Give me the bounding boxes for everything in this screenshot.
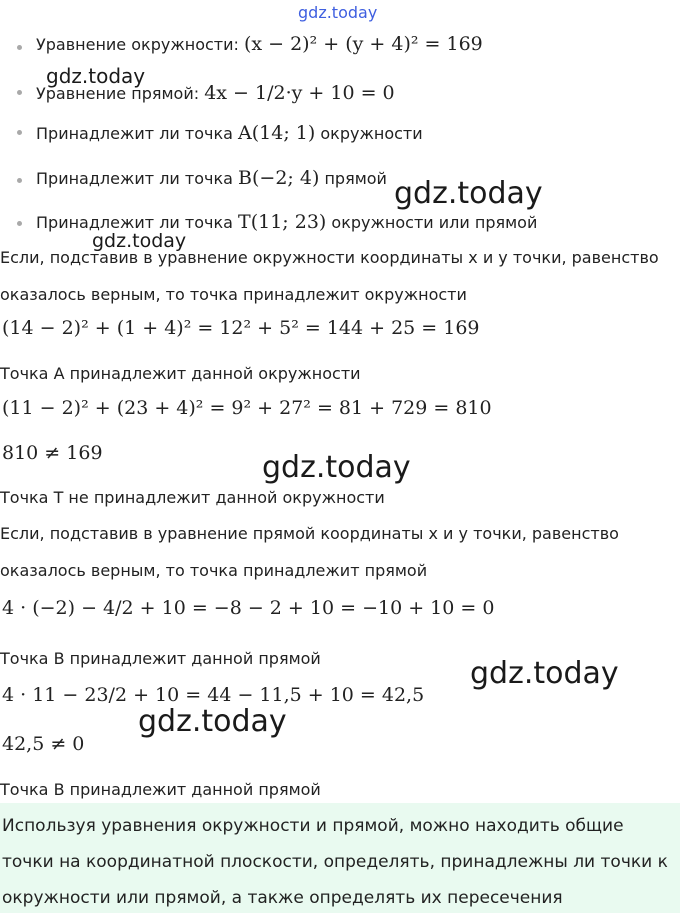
result-point-t-line: Точка B принадлежит данной прямой [0,780,321,799]
watermark-text: gdz.today [298,3,378,22]
circle-rule-line-2: оказалось верным, то точка принадлежит окружности [0,285,467,304]
watermark-text: gdz.today [46,64,146,88]
given-line-equation [36,82,395,105]
conclusion-line-3: окружности или прямой, а также определять их пересечения [2,888,563,908]
given-circle-equation [36,33,483,56]
equation-point-b: 4 · (−2) − 4/2 + 10 = −8 − 2 + 10 = −10 + 10 = 0 [2,597,495,619]
question-point-b [36,167,387,190]
result-point-a: Точка A принадлежит данной окружности [0,364,361,383]
bullet-dot-icon [17,221,22,226]
conclusion-callout [0,803,680,913]
watermark-text: gdz.today [92,230,187,252]
equation-point-t-line: 4 · 11 − 23/2 + 10 = 44 − 11,5 + 10 = 42,5 [2,684,425,706]
question-point-a [36,122,423,145]
bullet-dot-icon [17,130,22,135]
equation-point-a: (14 − 2)² + (1 + 4)² = 12² + 5² = 144 + 25 = 169 [2,317,480,339]
result-point-t-circle: Точка T не принадлежит данной окружности [0,488,385,507]
label: Принадлежит ли точка [36,213,239,232]
watermark-text: gdz.today [262,450,411,485]
label-tail: окружности [315,124,423,143]
label: Принадлежит ли точка [36,124,239,143]
bullet-dot-icon [17,178,22,183]
point-t: T(11; 23) [238,211,327,233]
result-point-b: Точка B принадлежит данной прямой [0,649,321,668]
line-rule-line-2: оказалось верным, то точка принадлежит прямой [0,561,428,580]
conclusion-line-1: Используя уравнения окружности и прямой, можно находить общие [2,816,624,836]
watermark-text: gdz.today [470,656,619,691]
bullet-dot-icon [17,90,22,95]
label-tail: прямой [319,169,387,188]
point-a: A(14; 1) [238,122,316,144]
inequality-point-t-line: 42,5 ≠ 0 [2,733,85,755]
line-equation-math: 4x − 1/2·y + 10 = 0 [204,82,395,104]
label: Уравнение окружности: [36,35,244,54]
label: Уравнение прямой: [36,84,205,103]
point-b: B(−2; 4) [238,167,320,189]
inequality-point-t-circle: 810 ≠ 169 [2,442,103,464]
conclusion-line-2: точки на координатной плоскости, определять, принадлежны ли точки к [2,852,668,872]
bullet-dot-icon [17,45,22,50]
equation-point-t-circle: (11 − 2)² + (23 + 4)² = 9² + 27² = 81 + 729 = 810 [2,397,492,419]
circle-rule-line-1: Если, подставив в уравнение окружности координаты x и y точки, равенство [0,248,659,267]
circle-equation-math: (x − 2)² + (y + 4)² = 169 [243,33,483,55]
watermark-text: gdz.today [138,704,287,739]
line-rule-line-1: Если, подставив в уравнение прямой координаты x и y точки, равенство [0,524,619,543]
label: Принадлежит ли точка [36,169,239,188]
question-point-t [36,211,537,234]
watermark-text: gdz.today [394,176,543,211]
label-tail: окружности или прямой [326,213,538,232]
